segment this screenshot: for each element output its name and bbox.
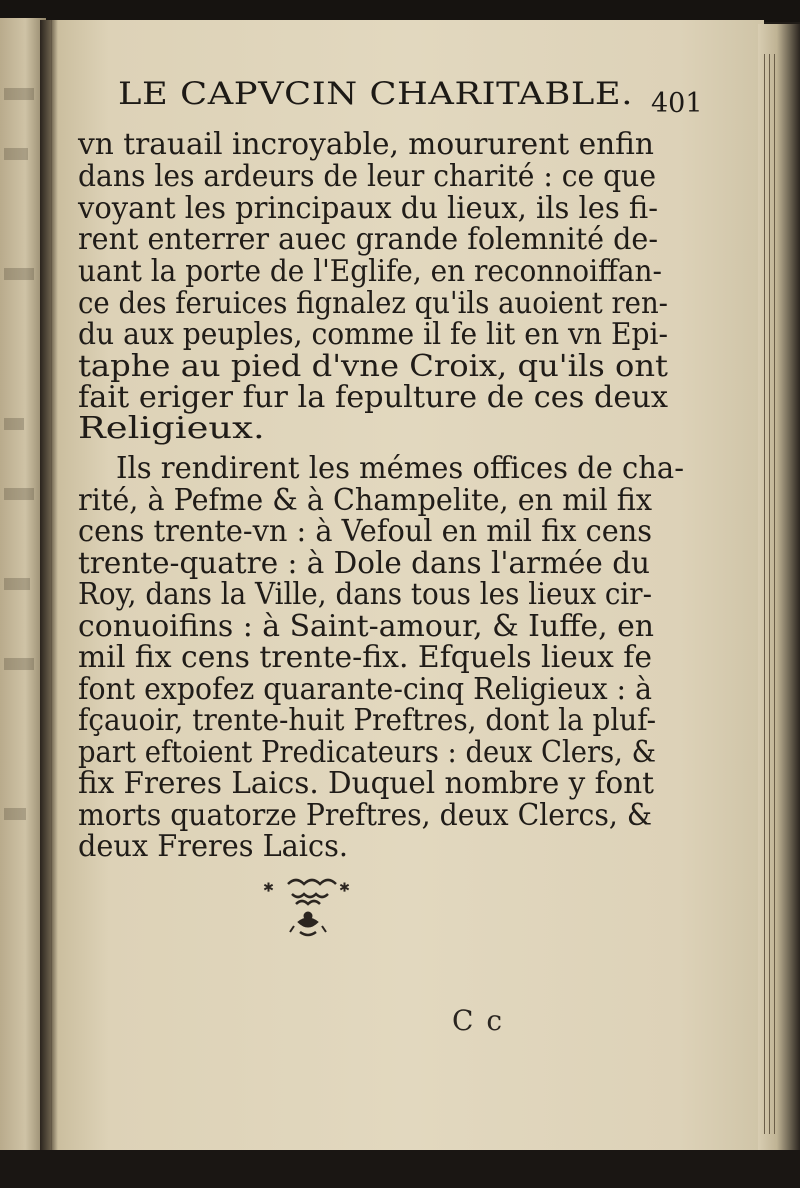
text-line: fçauoir, trente-huit Preftres, dont la pluf- bbox=[78, 703, 656, 737]
text-line: uant la porte de l'Eglife, en reconnoiffan- bbox=[78, 254, 662, 288]
text-line: Religieux. bbox=[78, 411, 265, 445]
text-line: part eftoient Predicateurs : deux Clers, & bbox=[78, 735, 656, 769]
text-line: fait eriger fur la fepulture de ces deux bbox=[78, 380, 668, 414]
spine-shadow bbox=[40, 20, 58, 1155]
text-line: morts quatorze Preftres, deux Clercs, & bbox=[78, 798, 652, 832]
text-line: Ils rendirent les mémes offices de cha- bbox=[116, 451, 684, 485]
text-line: taphe au pied d'vne Croix, qu'ils ont bbox=[78, 349, 668, 383]
text-line: voyant les principaux du lieux, ils les fi- bbox=[78, 191, 658, 225]
book-top-edge bbox=[0, 0, 800, 22]
text-line: dans les ardeurs de leur charité : ce que bbox=[78, 159, 656, 193]
running-head: LE CAPVCIN CHARITABLE. bbox=[118, 76, 633, 112]
text-line: Roy, dans la Ville, dans tous les lieux cir- bbox=[78, 577, 652, 611]
page-fore-edge bbox=[758, 24, 800, 1154]
svg-text:*: * bbox=[264, 880, 273, 901]
svg-text:*: * bbox=[340, 880, 349, 901]
text-line: mil fix cens trente-fix. Efquels lieux fe bbox=[78, 640, 652, 674]
page-number: 401 bbox=[651, 88, 703, 119]
signature-mark: C c bbox=[452, 1004, 505, 1037]
text-line: fix Freres Laics. Duquel nombre y font bbox=[78, 766, 654, 800]
text-line: du aux peuples, comme il fe lit en vn Epi- bbox=[78, 317, 668, 351]
printer-ornament bbox=[258, 872, 358, 952]
text-line: deux Freres Laics. bbox=[78, 829, 348, 863]
text-line: conuoifins : à Saint-amour, & Iuffe, en bbox=[78, 609, 654, 643]
text-line: rité, à Pefme & à Champelite, en mil fix bbox=[78, 483, 652, 517]
text-line: cens trente-vn : à Vefoul en mil fix cens bbox=[78, 514, 652, 548]
text-line: font expofez quarante-cinq Religieux : à bbox=[78, 672, 652, 706]
text-line: ce des feruices fignalez qu'ils auoient ren- bbox=[78, 286, 668, 320]
text-line: trente-quatre : à Dole dans l'armée du bbox=[78, 546, 650, 580]
text-line: vn trauail incroyable, moururent enfin bbox=[78, 127, 654, 161]
book-bottom-edge bbox=[0, 1150, 800, 1188]
text-line: rent enterrer auec grande folemnité de- bbox=[78, 222, 658, 256]
